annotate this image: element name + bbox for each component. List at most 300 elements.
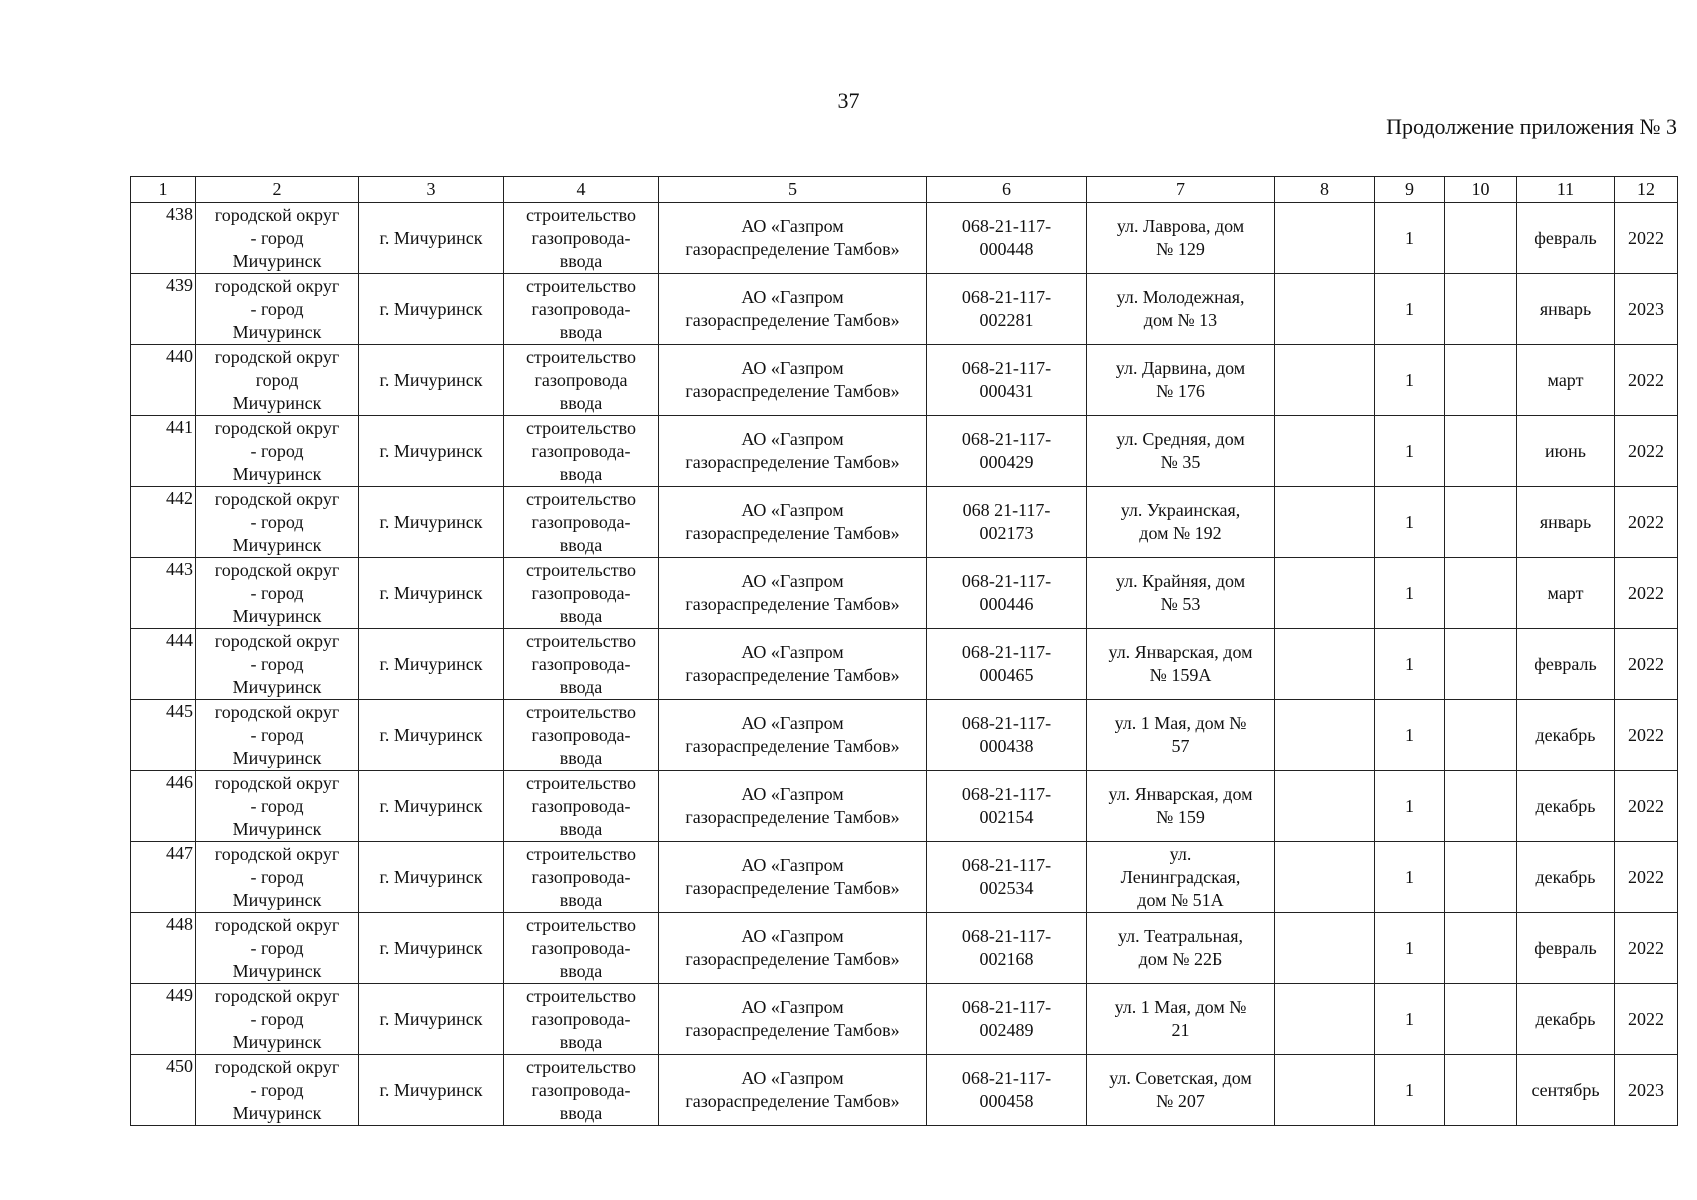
column-10-cell [1445,984,1517,1055]
work-type-cell-line: ввода [559,250,603,271]
code-cell-line: 000446 [979,594,1034,614]
organization-cell-line: АО «Газпром [741,500,844,520]
year-cell: 2022 [1615,771,1678,842]
city-cell: г. Мичуринск [359,274,504,345]
code-cell [927,913,1087,984]
district-cell-line: - город [250,582,304,603]
address-cell-line: 57 [1171,736,1190,756]
organization-cell-line: газораспределение Тамбов» [685,310,900,330]
city-cell: г. Мичуринск [359,842,504,913]
year-cell: 2022 [1615,558,1678,629]
year-cell: 2023 [1615,274,1678,345]
organization-cell-line: газораспределение Тамбов» [685,523,900,543]
column-8-cell [1275,558,1375,629]
district-cell-line: городской округ [214,417,340,438]
address-cell [1087,700,1275,771]
code-cell-line: 002173 [979,523,1034,543]
district-cell-line: - город [250,298,304,319]
code-cell [927,629,1087,700]
city-cell: г. Мичуринск [359,487,504,558]
district-cell-line: Мичуринск [232,818,322,839]
table-body [131,203,1678,1126]
quantity-cell: 1 [1375,771,1445,842]
organization-cell-line: АО «Газпром [741,571,844,591]
city-cell: г. Мичуринск [359,771,504,842]
work-type-cell [504,913,659,984]
address-cell-line: № 159 [1156,807,1205,827]
quantity-cell: 1 [1375,913,1445,984]
code-cell [927,558,1087,629]
city-cell: г. Мичуринск [359,984,504,1055]
work-type-cell-line: газопровода- [531,298,631,319]
work-type-cell-line: строительство [526,417,636,438]
address-cell-line: ул. Средняя, дом [1116,429,1245,449]
work-type-cell [504,629,659,700]
work-type-cell-line: строительство [526,701,636,722]
city-cell: г. Мичуринск [359,558,504,629]
column-header: 1 [131,177,196,203]
district-cell-line: - город [250,795,304,816]
district-cell-line: - город [250,1008,304,1029]
district-cell-line: - город [250,511,304,532]
column-header: 11 [1517,177,1615,203]
district-cell-line: городской округ [214,843,340,864]
code-cell-line: 068-21-117- [961,571,1052,591]
district-cell-line: Мичуринск [232,321,322,342]
work-type-cell [504,771,659,842]
city-cell: г. Мичуринск [359,913,504,984]
district-cell-line: городской округ [214,488,340,509]
address-cell [1087,558,1275,629]
month-cell: сентябрь [1517,1055,1615,1126]
district-cell-line: Мичуринск [232,676,322,697]
row-number: 445 [131,700,196,771]
code-cell-line: 068-21-117- [961,926,1052,946]
address-cell-line: ул. Январская, дом [1108,784,1253,804]
column-header: 10 [1445,177,1517,203]
district-cell-line: Мичуринск [232,463,322,484]
table-row [131,700,1678,771]
row-number: 448 [131,913,196,984]
work-type-cell-line: газопровода- [531,1008,631,1029]
code-cell-line: 068-21-117- [961,358,1052,378]
address-cell-line: дом № 13 [1143,310,1218,330]
work-type-cell-line: ввода [559,534,603,555]
district-cell-line: - город [250,227,304,248]
district-cell-line: городской округ [214,559,340,580]
organization-cell-line: АО «Газпром [741,784,844,804]
year-cell: 2022 [1615,629,1678,700]
organization-cell [659,203,927,274]
code-cell [927,1055,1087,1126]
address-cell [1087,842,1275,913]
work-type-cell [504,274,659,345]
district-cell-line: - город [250,937,304,958]
organization-cell [659,842,927,913]
organization-cell [659,558,927,629]
address-cell [1087,345,1275,416]
address-cell [1087,203,1275,274]
work-type-cell-line: ввода [559,889,603,910]
work-type-cell-line: ввода [559,463,603,484]
organization-cell [659,700,927,771]
column-8-cell [1275,416,1375,487]
work-type-cell [504,345,659,416]
work-type-cell-line: строительство [526,346,636,367]
table-row [131,1055,1678,1126]
address-cell-line: ул. Январская, дом [1108,642,1253,662]
table-row [131,771,1678,842]
city-cell: г. Мичуринск [359,629,504,700]
work-type-cell-line: строительство [526,559,636,580]
code-cell [927,274,1087,345]
column-8-cell [1275,487,1375,558]
column-10-cell [1445,416,1517,487]
organization-cell-line: АО «Газпром [741,216,844,236]
quantity-cell: 1 [1375,487,1445,558]
month-cell: февраль [1517,913,1615,984]
district-cell-line: городской округ [214,346,340,367]
quantity-cell: 1 [1375,345,1445,416]
city-cell: г. Мичуринск [359,1055,504,1126]
column-8-cell [1275,913,1375,984]
code-cell-line: 000431 [979,381,1034,401]
column-8-cell [1275,1055,1375,1126]
column-number-header-row [131,177,1678,203]
column-10-cell [1445,558,1517,629]
organization-cell [659,1055,927,1126]
year-cell: 2022 [1615,913,1678,984]
district-cell [196,487,359,558]
code-cell-line: 002168 [979,949,1034,969]
work-type-cell-line: ввода [559,676,603,697]
row-number: 449 [131,984,196,1055]
quantity-cell: 1 [1375,842,1445,913]
work-type-cell-line: ввода [559,747,603,768]
column-10-cell [1445,274,1517,345]
organization-cell-line: АО «Газпром [741,713,844,733]
table-row [131,203,1678,274]
address-cell-line: дом № 22Б [1138,949,1223,969]
column-10-cell [1445,1055,1517,1126]
organization-cell-line: АО «Газпром [741,642,844,662]
column-10-cell [1445,629,1517,700]
row-number: 438 [131,203,196,274]
city-cell: г. Мичуринск [359,345,504,416]
year-cell: 2022 [1615,416,1678,487]
column-header: 8 [1275,177,1375,203]
district-cell [196,984,359,1055]
address-cell-line: ул. 1 Мая, дом № [1114,713,1247,733]
organization-cell-line: АО «Газпром [741,429,844,449]
address-cell [1087,984,1275,1055]
row-number: 443 [131,558,196,629]
year-cell: 2022 [1615,487,1678,558]
address-cell-line: № 207 [1156,1091,1205,1111]
work-type-cell-line: ввода [559,1031,603,1052]
district-cell [196,203,359,274]
organization-cell [659,984,927,1055]
address-cell-line: ул. Лаврова, дом [1116,216,1245,236]
organization-cell-line: АО «Газпром [741,358,844,378]
address-cell [1087,913,1275,984]
work-type-cell-line: газопровода- [531,866,631,887]
district-cell-line: Мичуринск [232,1031,322,1052]
year-cell: 2023 [1615,1055,1678,1126]
district-cell [196,700,359,771]
code-cell [927,771,1087,842]
month-cell: март [1517,345,1615,416]
code-cell-line: 000458 [979,1091,1034,1111]
page-number: 37 [837,88,860,113]
address-cell-line: дом № 51А [1137,889,1224,910]
code-cell-line: 002489 [979,1020,1034,1040]
work-type-cell-line: ввода [559,818,603,839]
column-10-cell [1445,203,1517,274]
quantity-cell: 1 [1375,984,1445,1055]
quantity-cell: 1 [1375,203,1445,274]
district-cell-line: городской округ [214,914,340,935]
district-cell-line: - город [250,866,304,887]
organization-cell-line: АО «Газпром [741,287,844,307]
organization-cell [659,416,927,487]
district-cell-line: городской округ [214,701,340,722]
work-type-cell-line: строительство [526,275,636,296]
column-header: 12 [1615,177,1678,203]
district-cell-line: Мичуринск [232,250,322,271]
code-cell-line: 068-21-117- [961,429,1052,449]
column-header: 3 [359,177,504,203]
code-cell [927,700,1087,771]
row-number: 441 [131,416,196,487]
work-type-cell [504,558,659,629]
work-type-cell [504,416,659,487]
code-cell-line: 068-21-117- [961,216,1052,236]
organization-cell-line: газораспределение Тамбов» [685,594,900,614]
work-type-cell [504,842,659,913]
code-cell-line: 000448 [979,239,1034,259]
table-row [131,629,1678,700]
quantity-cell: 1 [1375,416,1445,487]
work-type-cell-line: газопровода- [531,937,631,958]
work-type-cell-line: строительство [526,488,636,509]
district-cell [196,629,359,700]
work-type-cell-line: ввода [559,605,603,626]
work-type-cell-line: газопровода- [531,795,631,816]
quantity-cell: 1 [1375,629,1445,700]
quantity-cell: 1 [1375,1055,1445,1126]
code-cell [927,416,1087,487]
address-cell [1087,487,1275,558]
address-cell [1087,274,1275,345]
address-cell-line: дом № 192 [1139,523,1222,543]
work-type-cell-line: газопровода- [531,227,631,248]
city-cell: г. Мичуринск [359,203,504,274]
code-cell-line: 068-21-117- [961,287,1052,307]
organization-cell [659,487,927,558]
month-cell: июнь [1517,416,1615,487]
code-cell-line: 000429 [979,452,1034,472]
district-cell-line: Мичуринск [232,605,322,626]
district-cell-line: городской округ [214,985,340,1006]
column-header: 6 [927,177,1087,203]
table-row [131,487,1678,558]
month-cell: декабрь [1517,842,1615,913]
work-type-cell-line: ввода [559,321,603,342]
table-row [131,913,1678,984]
organization-cell-line: газораспределение Тамбов» [685,736,900,756]
column-header: 2 [196,177,359,203]
work-type-cell-line: газопровода- [531,653,631,674]
month-cell: февраль [1517,203,1615,274]
code-cell-line: 068-21-117- [961,642,1052,662]
city-cell: г. Мичуринск [359,700,504,771]
year-cell: 2022 [1615,842,1678,913]
year-cell: 2022 [1615,984,1678,1055]
quantity-cell: 1 [1375,274,1445,345]
code-cell [927,487,1087,558]
organization-cell-line: газораспределение Тамбов» [685,949,900,969]
row-number: 444 [131,629,196,700]
organization-cell-line: газораспределение Тамбов» [685,807,900,827]
column-header: 4 [504,177,659,203]
district-cell [196,842,359,913]
organization-cell-line: газораспределение Тамбов» [685,452,900,472]
column-8-cell [1275,700,1375,771]
work-type-cell-line: газопровода- [531,724,631,745]
code-cell-line: 068-21-117- [961,784,1052,804]
address-cell-line: № 53 [1160,594,1201,614]
month-cell: январь [1517,487,1615,558]
code-cell-line: 068 21-117- [962,500,1051,520]
month-cell: март [1517,558,1615,629]
code-cell [927,842,1087,913]
address-cell-line: № 176 [1156,381,1205,401]
address-cell-line: ул. Крайняя, дом [1115,571,1246,591]
code-cell-line: 068-21-117- [961,713,1052,733]
code-cell-line: 002534 [979,878,1034,898]
row-number: 442 [131,487,196,558]
city-cell: г. Мичуринск [359,416,504,487]
table-row [131,558,1678,629]
table-row [131,345,1678,416]
code-cell-line: 000465 [979,665,1034,685]
district-cell-line: город [255,369,299,390]
month-cell: декабрь [1517,984,1615,1055]
column-8-cell [1275,771,1375,842]
work-type-cell-line: ввода [559,960,603,981]
row-number: 447 [131,842,196,913]
column-header: 7 [1087,177,1275,203]
month-cell: февраль [1517,629,1615,700]
code-cell-line: 068-21-117- [961,855,1052,875]
work-type-cell [504,1055,659,1126]
code-cell [927,345,1087,416]
organization-cell-line: газораспределение Тамбов» [685,1020,900,1040]
district-cell-line: Мичуринск [232,960,322,981]
table-row [131,842,1678,913]
work-type-cell-line: строительство [526,914,636,935]
district-cell [196,771,359,842]
address-cell-line: ул. Советская, дом [1109,1068,1252,1088]
address-cell-line: Ленинградская, [1120,866,1241,887]
district-cell [196,416,359,487]
address-cell-line: ул. 1 Мая, дом № [1114,997,1247,1017]
column-8-cell [1275,203,1375,274]
organization-cell-line: АО «Газпром [741,1068,844,1088]
district-cell-line: Мичуринск [232,889,322,910]
work-type-cell [504,984,659,1055]
address-cell [1087,629,1275,700]
district-cell-line: городской округ [214,275,340,296]
work-type-cell-line: строительство [526,1056,636,1077]
column-8-cell [1275,984,1375,1055]
district-cell [196,274,359,345]
district-cell-line: - город [250,1079,304,1100]
organization-cell [659,913,927,984]
organization-cell [659,345,927,416]
column-8-cell [1275,345,1375,416]
district-cell-line: городской округ [214,1056,340,1077]
address-cell [1087,416,1275,487]
organization-cell-line: газораспределение Тамбов» [685,381,900,401]
work-type-cell-line: газопровода- [531,440,631,461]
organization-cell-line: газораспределение Тамбов» [685,1091,900,1111]
code-cell-line: 002281 [979,310,1034,330]
code-cell [927,984,1087,1055]
work-type-cell [504,487,659,558]
column-8-cell [1275,274,1375,345]
work-type-cell-line: строительство [526,630,636,651]
work-type-cell-line: строительство [526,772,636,793]
column-10-cell [1445,345,1517,416]
appendix-continuation-note: Продолжение приложения № 3 [1386,114,1677,139]
district-cell-line: - город [250,724,304,745]
district-cell-line: - город [250,653,304,674]
work-type-cell-line: строительство [526,843,636,864]
column-header: 5 [659,177,927,203]
district-cell [196,1055,359,1126]
district-cell-line: Мичуринск [232,534,322,555]
address-cell-line: № 129 [1156,239,1205,259]
work-type-cell [504,700,659,771]
district-cell-line: Мичуринск [232,1102,322,1123]
address-cell-line: ул. Молодежная, [1116,287,1245,307]
organization-cell-line: АО «Газпром [741,997,844,1017]
district-cell-line: Мичуринск [232,392,322,413]
column-10-cell [1445,771,1517,842]
column-header: 9 [1375,177,1445,203]
code-cell-line: 000438 [979,736,1034,756]
table-row [131,984,1678,1055]
address-cell-line: № 159А [1149,665,1212,685]
organization-cell-line: газораспределение Тамбов» [685,239,900,259]
column-8-cell [1275,629,1375,700]
address-cell [1087,1055,1275,1126]
year-cell: 2022 [1615,700,1678,771]
work-type-cell-line: ввода [559,1102,603,1123]
district-cell-line: Мичуринск [232,747,322,768]
address-cell-line: ул. Украинская, [1120,500,1241,520]
month-cell: декабрь [1517,700,1615,771]
year-cell: 2022 [1615,345,1678,416]
address-cell-line: № 35 [1160,452,1201,472]
organization-cell [659,629,927,700]
work-type-cell-line: газопровода- [531,582,631,603]
organization-cell-line: газораспределение Тамбов» [685,665,900,685]
column-10-cell [1445,487,1517,558]
district-cell-line: городской округ [214,772,340,793]
